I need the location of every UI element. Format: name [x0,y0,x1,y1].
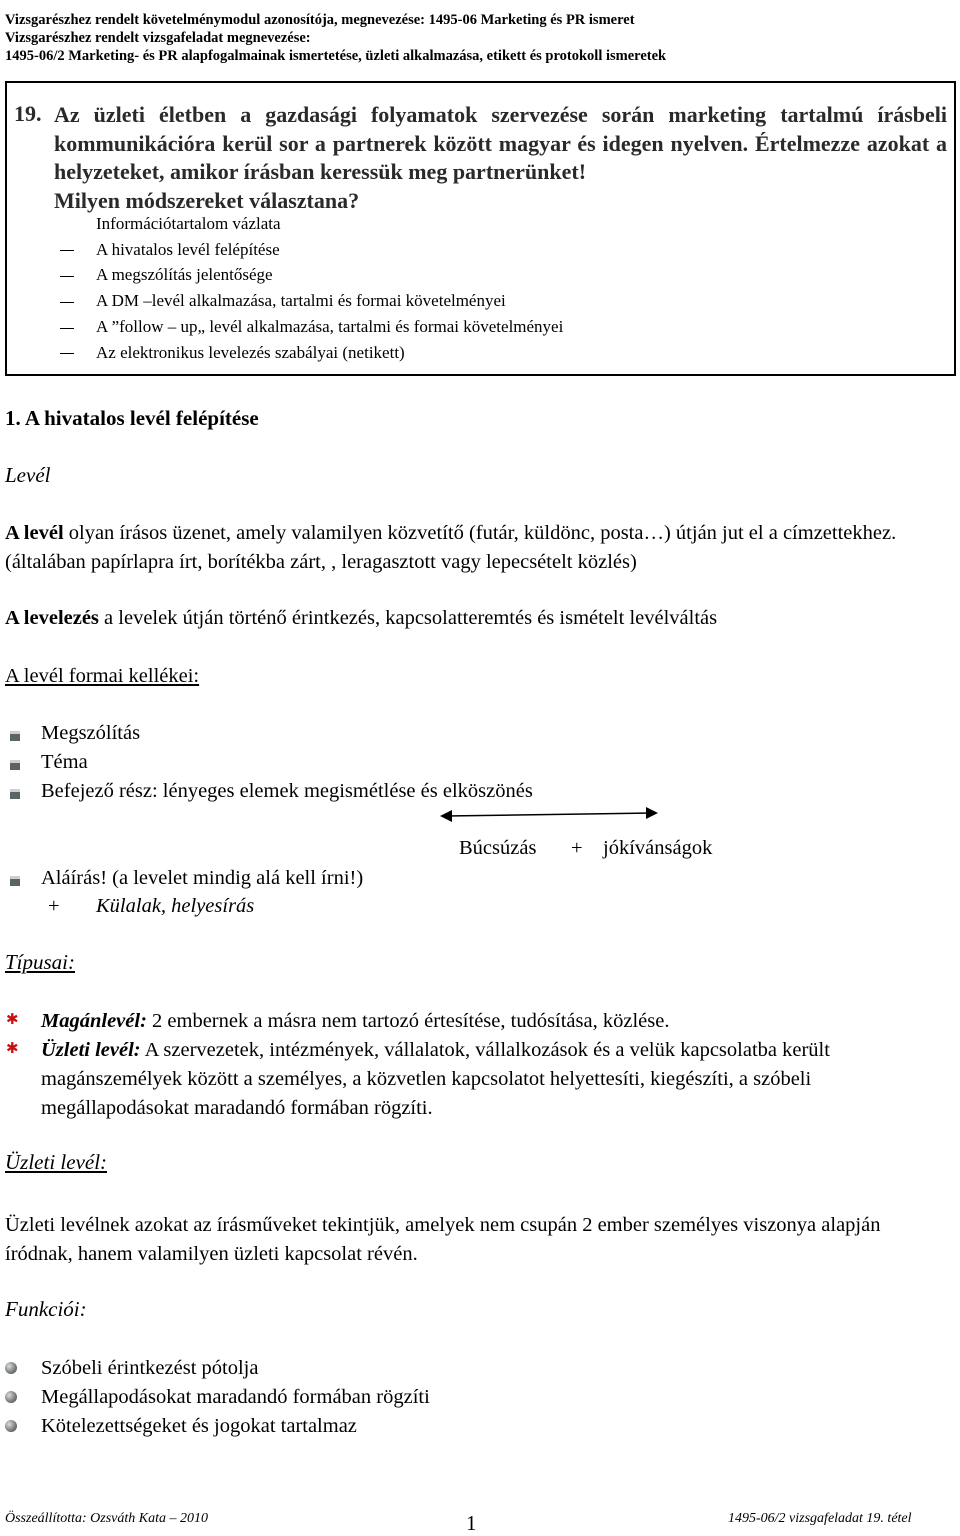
dash-bullet-icon [60,250,74,251]
farewell-plus: + [571,837,583,859]
outline-title: Információtartalom vázlata [96,214,281,233]
dash-bullet-icon [60,353,74,354]
business-letter-text: Üzleti levélnek azokat az írásműveket tekintjük, amelyek nem csupán 2 ember személyes viszonya alapján íródnak, hanem valamilyen üzleti kapcsolat révén. [5,1214,881,1265]
square-bullet-icon [10,789,20,799]
outline-item: Az elektronikus levelezés szabályai (netikett) [96,342,405,362]
task-question-text: Az üzleti életben a gazdasági folyamatok szervezése során marketing tartalmú írásbeli kommunikációra kerül sor a partnerek között magyar és idegen nyelven. Értelmezze azokat a helyzeteket, amikor írásban keressük meg partnerünket! [54,102,947,185]
appearance-item: Külalak, helyesírás [96,895,255,917]
outline-item: A DM –levél alkalmazása, tartalmi és formai követelményei [96,291,506,311]
farewell-a: Búcsúzás [459,837,537,859]
formal-item: Megszólítás [41,722,141,744]
functions-heading: Funkciói: [5,1297,87,1321]
header-module-line: Vizsgarészhez rendelt követelménymodul azonosítója, megnevezése: 1495-06 Marketing és PR ismeret [5,12,635,28]
types-heading: Típusai: [5,950,76,974]
function-item: Szóbeli érintkezést pótolja [41,1357,259,1379]
correspondence-definition [5,604,950,633]
header-task-label-line: Vizsgarészhez rendelt vizsgafeladat megnevezése: [5,30,311,46]
type-business-label: Üzleti levél: [41,1039,141,1061]
letter-term: A levél [5,522,64,544]
signature-item: Aláírás! (a levelet mindig alá kell írni!) [41,867,364,889]
square-bullet-icon [10,876,20,886]
section-subtitle: Levél [5,463,51,487]
formal-item: Téma [41,751,88,773]
document-header [5,11,955,65]
formal-requirements-heading: A levél formai kellékei: [5,665,200,687]
outline-item: A ”follow – up„ levél alkalmazása, tartalmi és formai követelményei [96,316,564,336]
asterisk-bullet-icon: ✱ [6,1041,19,1057]
header-task-line: 1495-06/2 Marketing- és PR alapfogalmainak ismertetése, üzleti alkalmazása, etikett és protokoll ismeretek [5,48,667,64]
function-item: Megállapodásokat maradandó formában rögzíti [41,1386,430,1408]
dash-bullet-icon [60,328,74,329]
footer-author: Összeállította: Ozsváth Kata – 2010 [5,1511,209,1526]
asterisk-bullet-icon: ✱ [6,1012,19,1028]
outline-item: A hivatalos levél felépítése [96,239,280,259]
page-number: 1 [466,1511,477,1535]
square-bullet-icon [10,760,20,770]
double-arrow-icon [438,804,660,828]
letter-definition [5,519,950,577]
square-bullet-icon [10,731,20,741]
task-number: 19. [14,101,42,126]
section-title: 1. A hivatalos levél felépítése [5,406,259,430]
type-business [41,1036,946,1123]
farewell-b: jókívánságok [603,837,713,859]
business-letter-heading: Üzleti levél: [5,1150,108,1174]
outline-item: A megszólítás jelentősége [96,265,273,285]
function-item: Kötelezettségeket és jogokat tartalmaz [41,1415,357,1437]
type-private-text: 2 embernek a másra nem tartozó értesítése, tudósítása, közlése. [146,1010,670,1032]
type-private-label: Magánlevél: [41,1010,147,1032]
appearance-plus: + [48,895,60,917]
dash-bullet-icon [60,302,74,303]
footer-exam-ref: 1495-06/2 vizsgafeladat 19. tétel [728,1511,912,1526]
outline [96,211,936,365]
type-business-text: A szervezetek, intézmények, vállalatok, vállalkozások és a velük kapcsolatba került magánszemélyek között a személyes, a közvetlen kapcsolatot helyettesíti, kiegészíti, a szóbeli megállapodásokat maradandó formában rögzíti. [41,1039,830,1119]
task-question-last-line: Milyen módszereket választana? [54,187,360,213]
type-private [41,1007,946,1036]
task-question [54,101,947,215]
round-bullet-icon [5,1420,17,1432]
round-bullet-icon [5,1391,17,1403]
letter-definition-text: olyan írásos üzenet, amely valamilyen közvetítő (futár, küldönc, posta…) útján jut el a címzettekhez.(általában papírlapra írt, borítékba zárt, , leragasztott vagy lepecsételt közlés) [5,522,897,573]
correspondence-definition-text: a levelek útján történő érintkezés, kapcsolatteremtés és ismételt levélváltás [98,607,718,629]
round-bullet-icon [5,1362,17,1374]
correspondence-term: A levelezés [5,607,99,629]
dash-bullet-icon [60,276,74,277]
formal-item: Befejező rész: lényeges elemek megismétlése és elköszönés [41,780,533,802]
